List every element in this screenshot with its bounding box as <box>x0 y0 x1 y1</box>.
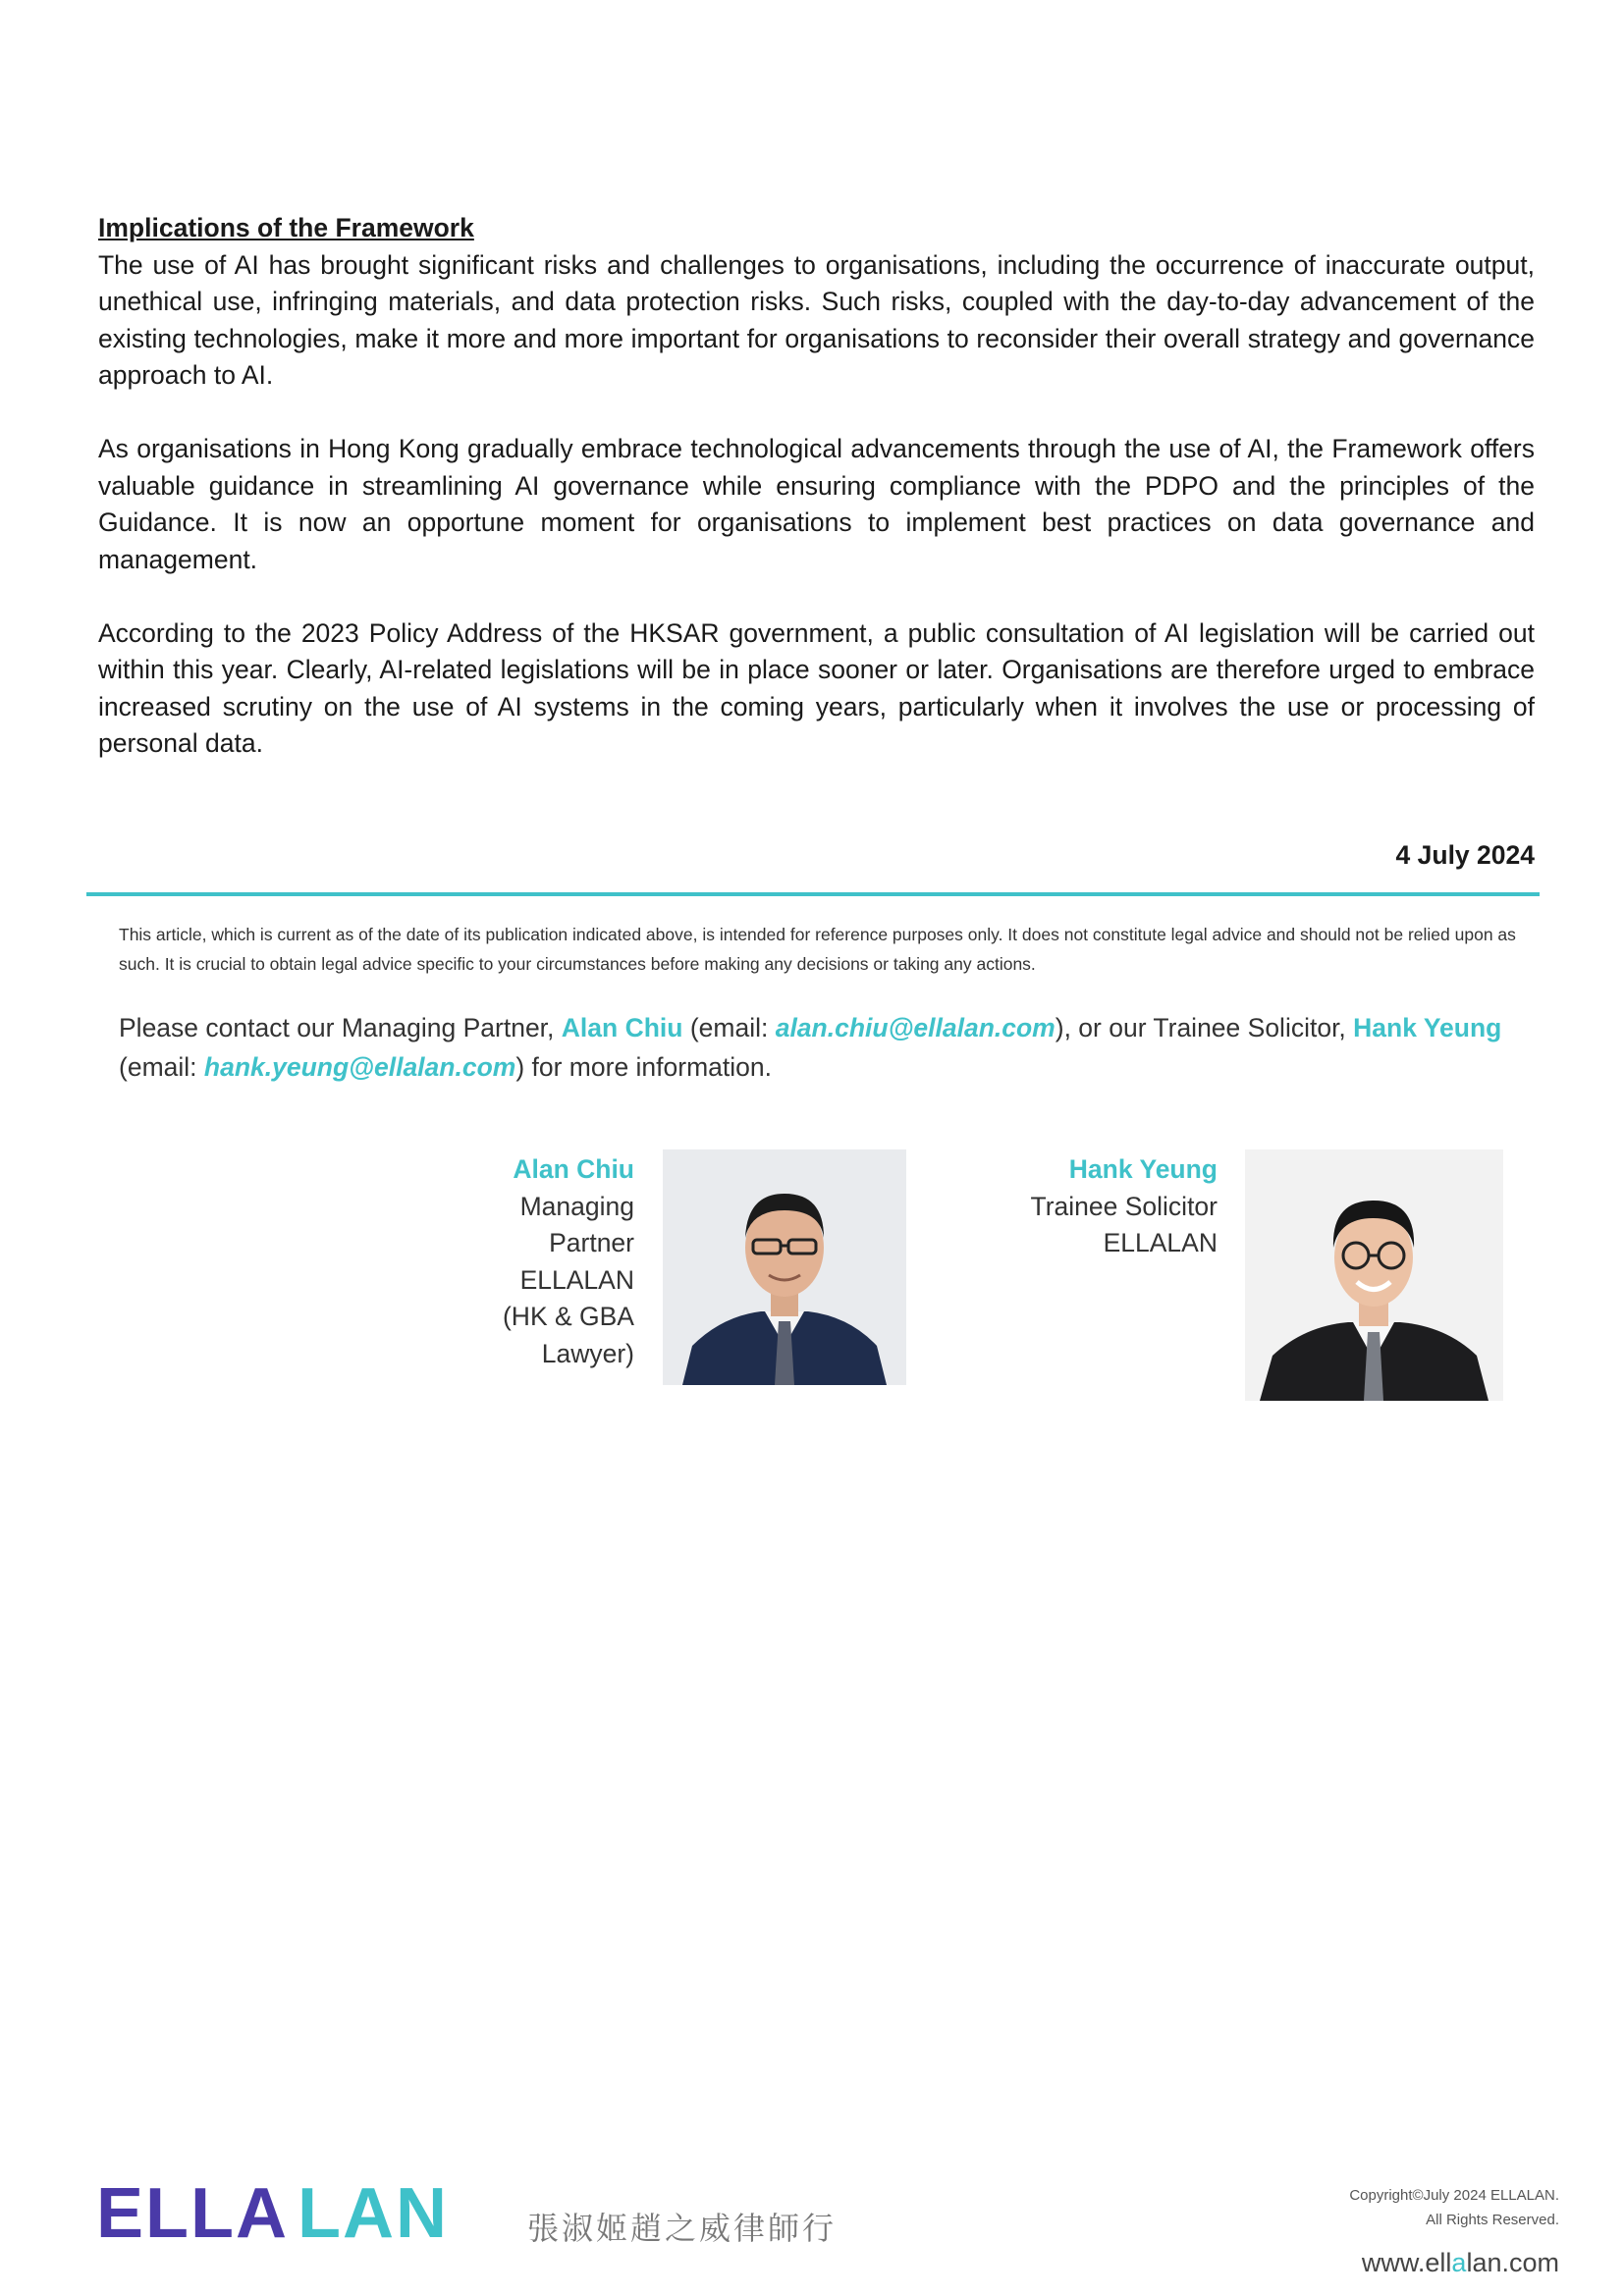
person-title-line: ELLALAN <box>1103 1228 1218 1257</box>
person-title-line: Trainee Solicitor <box>1030 1191 1218 1221</box>
copyright-line: Copyright©July 2024 ELLALAN. <box>1349 2187 1559 2204</box>
website-link[interactable] <box>1362 2248 1559 2278</box>
contact-text: ), or our Trainee Solicitor, <box>1055 1013 1354 1042</box>
website-text: www.ell <box>1361 2248 1452 2277</box>
contact-text: Please contact our Managing Partner, <box>119 1013 562 1042</box>
person-card-alan <box>461 1151 634 1372</box>
publication-date: 4 July 2024 <box>1395 840 1535 870</box>
person-title-line: Partner <box>549 1228 634 1257</box>
contact-paragraph <box>119 1008 1562 1087</box>
person-name: Hank Yeung <box>1068 1154 1218 1184</box>
disclaimer-text: This article, which is current as of the date of its publication indicated above, is intended for reference purposes only. It does not constitute legal advice and should not be relied upon as such. It is crucial to obtain legal advice specific to your circumstances before making any decisions or taking any actions. <box>119 925 1516 974</box>
paragraph-2: As organisations in Hong Kong gradually embrace technological advancements through the use of AI, the Framework offers valuable guidance in streamlining AI governance while ensuring compliance with the PDPO and the principles of the Guidance. It is now an opportune moment for organisations to implement best practices on data governance and management. <box>98 434 1535 574</box>
portrait-photo-alan <box>663 1149 906 1385</box>
email-link-hank[interactable]: hank.yeung@ellalan.com <box>203 1052 516 1082</box>
website-accent: a <box>1451 2248 1467 2277</box>
ellalan-logo <box>96 2181 489 2250</box>
person-name: Alan Chiu <box>513 1154 634 1184</box>
contact-name-alan: Alan Chiu <box>561 1013 683 1042</box>
svg-text:LAN: LAN <box>298 2181 449 2246</box>
paragraph-1: The use of AI has brought significant risks and challenges to organisations, including the occurrence of inaccurate output, unethical use, infringing materials, and data protection risks. Such risks, coupled with the day-to-day advancement of the existing technologies, make it more and more important for organisations to reconsider their overall strategy and governance approach to AI. <box>98 249 1535 390</box>
contact-text: (email: <box>119 1052 204 1082</box>
website-text: lan.com <box>1466 2248 1559 2277</box>
portrait-photo-hank <box>1245 1149 1503 1401</box>
copyright-notice <box>1349 2183 1559 2232</box>
section-heading: Implications of the Framework <box>98 213 474 242</box>
email-link-alan[interactable]: alan.chiu@ellalan.com <box>775 1013 1056 1042</box>
person-title-line: Lawyer) <box>541 1338 634 1368</box>
ellalan-logo-icon <box>96 2181 489 2246</box>
person-title-line: (HK & GBA <box>502 1302 634 1331</box>
person-title-line: ELLALAN <box>519 1264 634 1295</box>
divider-line <box>86 892 1540 896</box>
copyright-line: All Rights Reserved. <box>1426 2212 1559 2228</box>
contact-text: ) for more information. <box>515 1052 772 1082</box>
firm-name-chinese: 張淑姬趙之威律師行 <box>527 2210 838 2247</box>
contact-text: (email: <box>682 1013 776 1042</box>
person-title-line: Managing <box>519 1191 634 1221</box>
person-card-hank <box>913 1151 1218 1262</box>
paragraph-3: According to the 2023 Policy Address of the HKSAR government, a public consultation of AI legislation will be carried out within this year. Clearly, AI-related legislations will be in place sooner or later. Organisations are therefore urged to embrace increased scrutiny on the use of AI systems in the coming years, particularly when it involves the use or processing of personal data. <box>98 617 1535 758</box>
contact-name-hank: Hank Yeung <box>1353 1013 1502 1042</box>
article-body <box>98 210 1535 799</box>
svg-text:ELLA: ELLA <box>96 2181 289 2246</box>
